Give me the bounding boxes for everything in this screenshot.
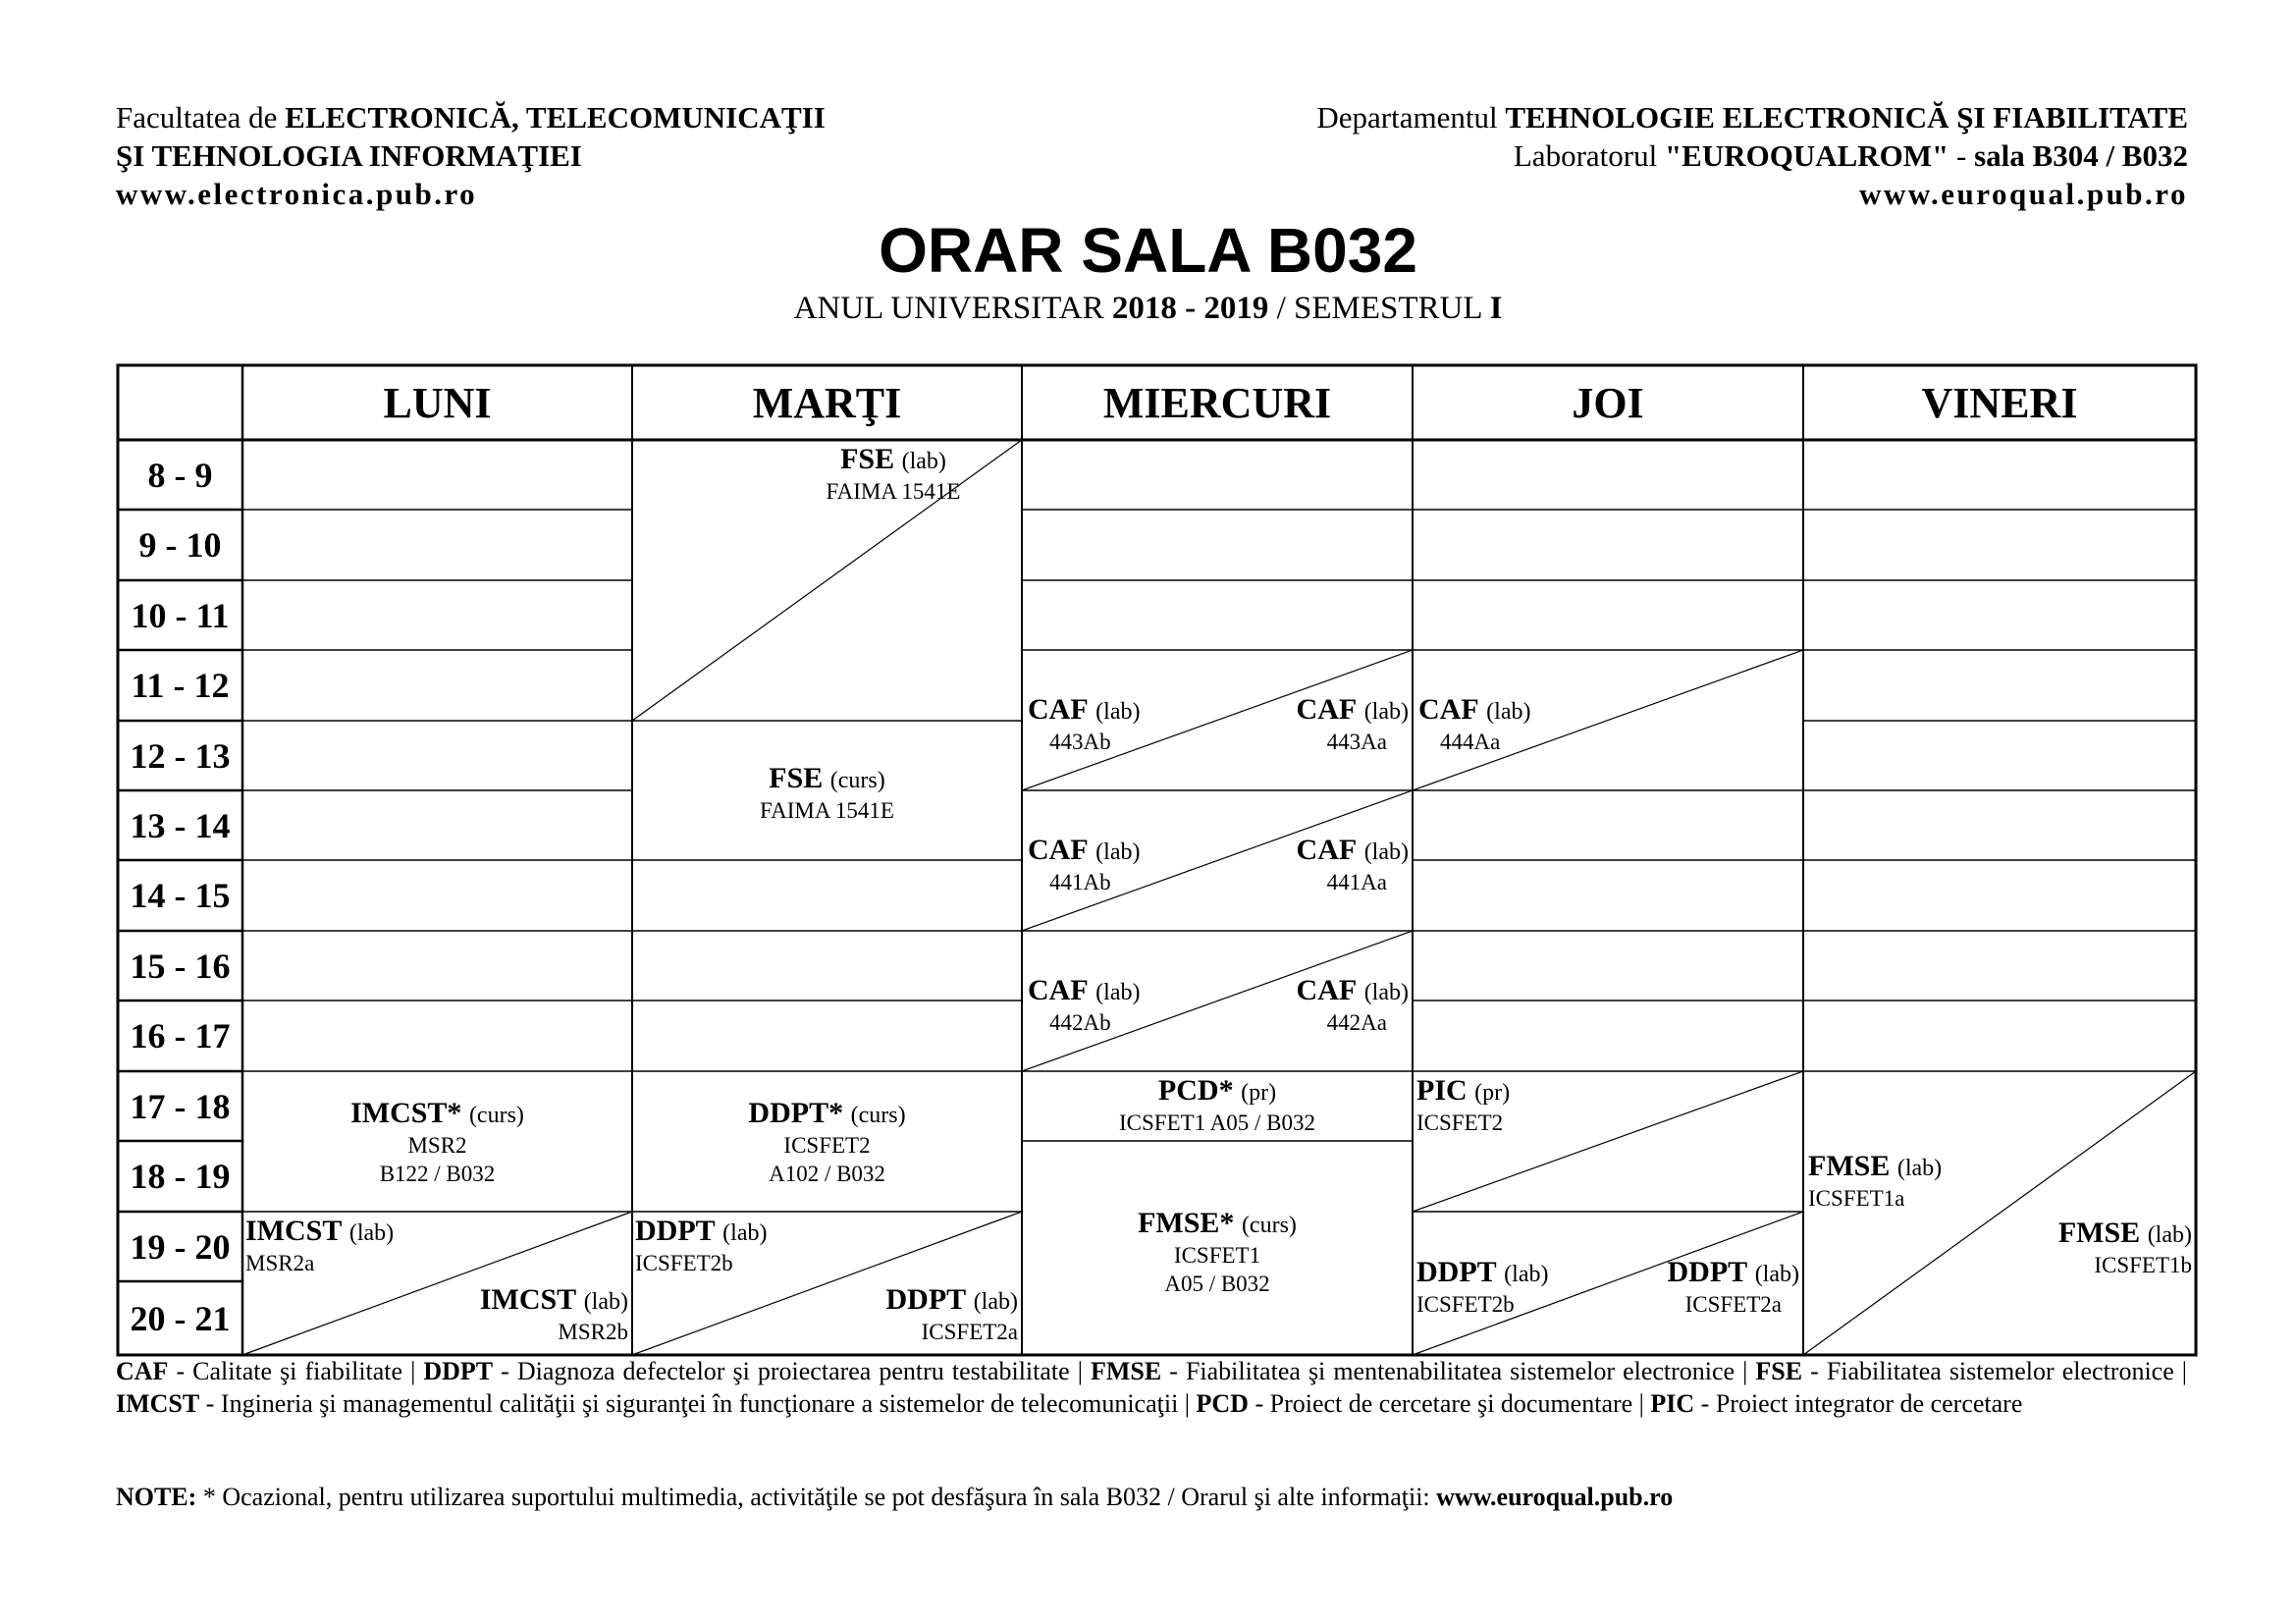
hour-label: 8 - 9 — [147, 455, 213, 495]
department-website-link[interactable]: www.euroqual.pub.ro — [1859, 177, 2188, 211]
day-header-luni: LUNI — [383, 378, 492, 427]
class-entry: IMCST (lab) MSR2a — [245, 1215, 395, 1275]
hour-label: 20 - 21 — [130, 1298, 231, 1338]
class-entry: PIC (pr) ICSFET2 — [1416, 1074, 1511, 1135]
department-line-2: Laboratorul "EUROQUALROM" - sala B304 / B032 — [1513, 138, 2188, 173]
class-entry: DDPT (lab) ICSFET2a — [1667, 1256, 1799, 1317]
faculty-line-2: ŞI TEHNOLOGIA INFORMAŢIEI — [116, 138, 582, 173]
class-entry: DDPT (lab) ICSFET2b — [1416, 1256, 1549, 1317]
hour-label: 15 - 16 — [130, 946, 231, 986]
timetable-grid — [118, 365, 2196, 1355]
page-title: ORAR SALA B032 — [879, 215, 1417, 286]
class-entry: IMCST (lab) MSR2b — [479, 1283, 628, 1344]
class-entry: PCD* (pr) ICSFET1 A05 / B032 — [1118, 1074, 1315, 1135]
hour-label: 11 - 12 — [131, 666, 230, 705]
class-entry: CAF (lab) 442Aa — [1296, 974, 1409, 1035]
day-header-vineri: VINERI — [1921, 378, 2078, 427]
page-subtitle: ANUL UNIVERSITAR 2018 - 2019 / SEMESTRUL I — [793, 291, 1503, 326]
class-entry: FMSE* (curs) ICSFET1 A05 / B032 — [1138, 1207, 1297, 1296]
hour-label: 14 - 15 — [130, 876, 231, 915]
hour-label: 17 - 18 — [130, 1086, 231, 1126]
note-website-link[interactable]: www.euroqual.pub.ro — [1436, 1483, 1674, 1511]
day-header-miercuri: MIERCURI — [1102, 378, 1332, 427]
hour-label: 13 - 14 — [130, 805, 231, 845]
class-entry: DDPT (lab) ICSFET2b — [635, 1215, 768, 1275]
hour-label: 10 - 11 — [131, 595, 230, 635]
department-header — [1316, 98, 2188, 213]
hour-label: 9 - 10 — [138, 525, 222, 565]
class-entry: IMCST* (curs) MSR2 B122 / B032 — [350, 1097, 524, 1186]
class-entry: FSE (lab) FAIMA 1541E — [826, 443, 961, 504]
day-header-joi: JOI — [1572, 378, 1644, 427]
hour-label: 12 - 13 — [130, 735, 231, 776]
faculty-line-1: Facultatea de ELECTRONICĂ, TELECOMUNICAŢII — [116, 100, 826, 135]
class-entry: FSE (curs) FAIMA 1541E — [760, 762, 894, 823]
faculty-website-link[interactable]: www.electronica.pub.ro — [116, 177, 478, 211]
hour-label: 18 - 19 — [130, 1157, 231, 1196]
class-entry: FMSE (lab) ICSFET1a — [1808, 1150, 1943, 1211]
hour-label: 16 - 17 — [130, 1016, 231, 1056]
abbreviation-legend: CAF - Calitate şi fiabilitate | DDPT - Diagnoza defectelor şi proiectarea pentru testabilitate | FMSE - Fiabilitatea şi mentenabilitatea sistemelor electronice | FSE - Fiabilitatea sistemelor electronice | IMCST - Ingineria şi managementul calităţii şi siguranţei în funcţionare a sistemelor de telecomunicaţii | PCD - Proiect de cercetare şi documentare | PIC - Proiect integrator de cercetare — [116, 1357, 2187, 1418]
class-entry: DDPT* (curs) ICSFET2 A102 / B032 — [748, 1097, 906, 1186]
class-entry: DDPT (lab) ICSFET2a — [885, 1283, 1018, 1344]
hour-label: 19 - 20 — [130, 1226, 231, 1267]
day-header-marti: MARŢI — [752, 378, 902, 427]
class-entry: CAF (lab) 443Aa — [1296, 693, 1409, 754]
class-entry: CAF (lab) 443Ab — [1028, 693, 1141, 754]
faculty-header — [116, 98, 826, 213]
class-entry: FMSE (lab) ICSFET1b — [2057, 1217, 2192, 1277]
class-entry: CAF (lab) 442Ab — [1028, 974, 1141, 1035]
class-entry: CAF (lab) 444Aa — [1418, 693, 1531, 754]
department-line-1: Departamentul TEHNOLOGIE ELECTRONICĂ ŞI FIABILITATE — [1316, 100, 2188, 135]
class-entry: CAF (lab) 441Aa — [1296, 834, 1409, 894]
footnote: NOTE: * Ocazional, pentru utilizarea suportului multimedia, activităţile se pot desfăşura în sala B032 / Orarul şi alte informaţii: www.euroqual.pub.ro — [116, 1483, 1674, 1511]
class-entry: CAF (lab) 441Ab — [1028, 834, 1141, 894]
